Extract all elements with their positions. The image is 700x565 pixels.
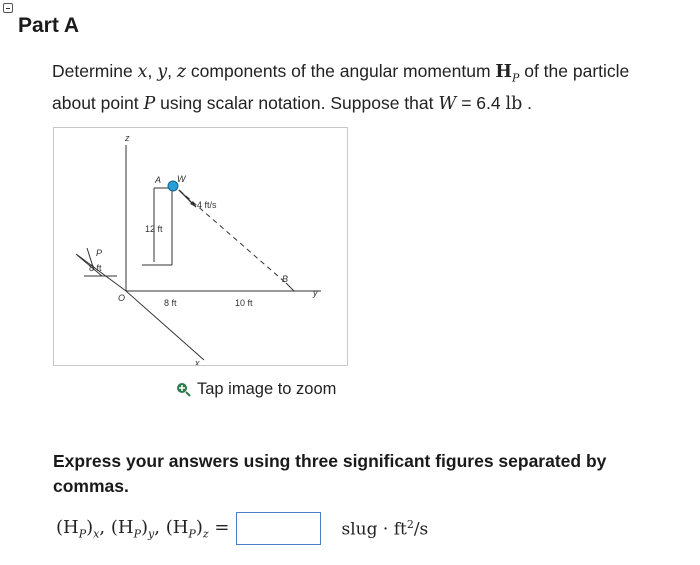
question-text: Determine x, y, z components of the angular momentum $H_P$ of the particle about point P using scalar notation. Suppose that W = 6.4 lb . [52,61,630,114]
answer-row [56,512,428,545]
b-label: B [282,274,289,284]
answer-unit: slug · $ft^2/s$ [341,517,429,540]
w-label: W [177,174,186,184]
a-label: A [155,175,162,185]
z-label: z [125,133,130,143]
part-title: Part A [18,14,80,37]
x-label: x [195,358,200,365]
collapse-icon[interactable] [3,3,13,13]
zoom-in-icon [176,382,191,397]
zoom-label: Tap image to zoom [197,380,337,398]
right-dim-label: 10 ft [235,298,253,308]
instruction-text: Express your answers using three significant figures separated by commas. [53,451,607,496]
height-label: 12 ft [145,224,163,234]
p-label: P [96,248,103,258]
o-label: O [118,293,126,303]
mid-dim-label: 8 ft [164,298,177,308]
velocity-label: 4 ft/s [197,200,217,210]
problem-figure[interactable] [53,127,348,366]
velocity-path [179,190,289,284]
tap-to-zoom[interactable] [176,380,336,399]
y-label: y [313,288,318,298]
left-dim-label: 8 ft [89,263,102,273]
figure-diagram [54,128,347,365]
answer-lhs: $(H_P)_x$, $(H_P)_y$, $(H_P)_z$ = [56,516,230,541]
answer-input[interactable] [236,512,321,545]
